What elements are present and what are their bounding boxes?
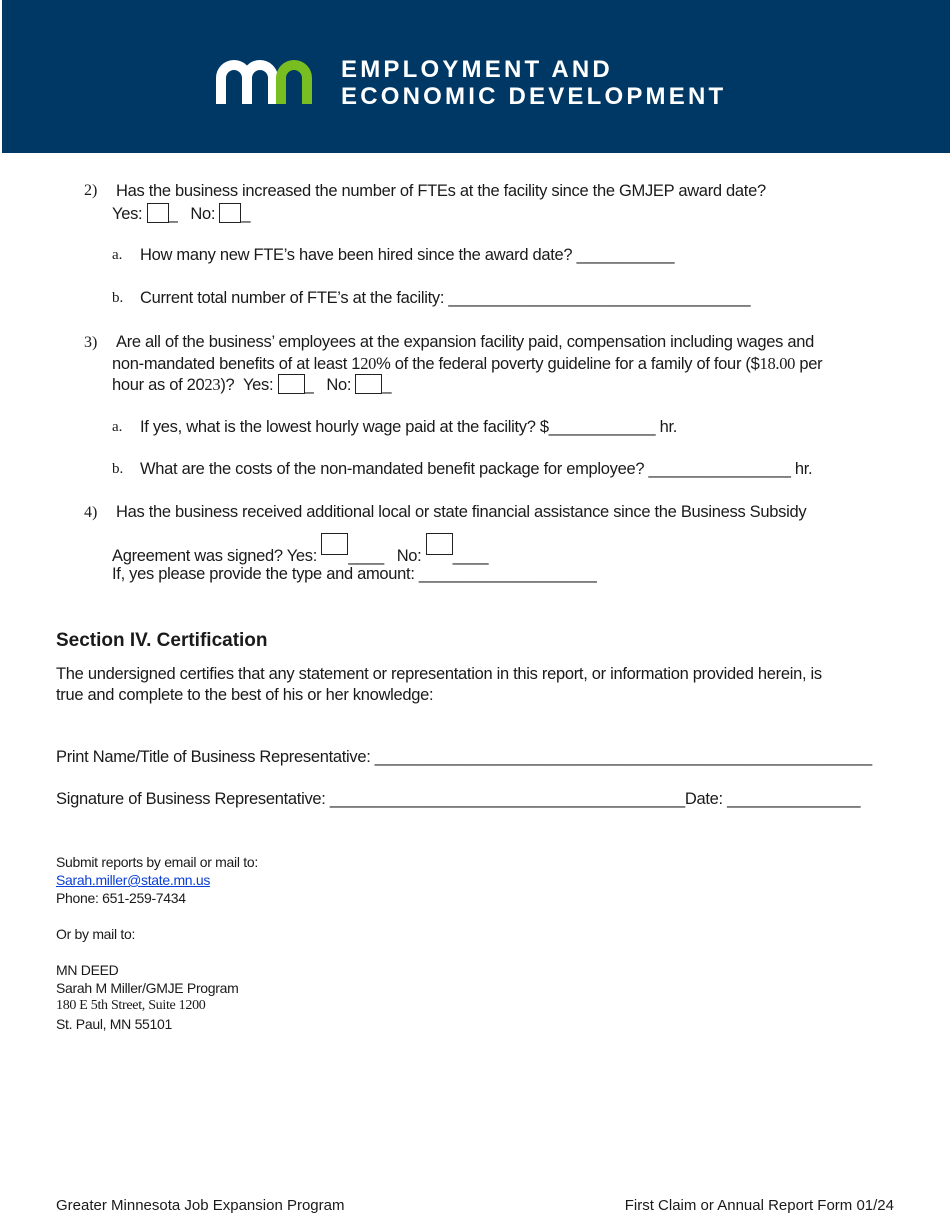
q4-line2 (112, 533, 488, 567)
q2-number: 2) (84, 182, 98, 199)
q2-no-checkbox[interactable] (219, 203, 241, 223)
q3-yes-label: Yes: (242, 376, 274, 394)
q3-line2-mid: % of the federal poverty guideline for a family of four ($ (376, 355, 760, 373)
q2a-marker: a. (112, 247, 123, 263)
q3-yes-checkbox[interactable] (278, 374, 305, 394)
address-line2: Sarah M Miller/GMJE Program (56, 980, 239, 996)
signature-field[interactable]: Signature of Business Representative: ________________________________________Date: _______________ (56, 790, 861, 808)
q3a-marker: a. (112, 419, 123, 435)
q2-text: Has the business increased the number of FTEs at the facility since the GMJEP award date? (116, 182, 766, 200)
q4-no-blank: ____ (452, 547, 489, 565)
q3-line1: Are all of the business’ employees at the expansion facility paid, compensation including wages and (116, 333, 814, 351)
q3-percent-value: 20 (360, 354, 377, 373)
submit-intro: Submit reports by email or mail to: (56, 854, 258, 870)
q2-yes-no-row: Yes: _ No: _ (112, 205, 251, 223)
q3-line3-post: )? (220, 376, 235, 394)
q4-no-checkbox[interactable] (426, 533, 453, 555)
q3-no-checkbox[interactable] (355, 374, 382, 394)
q3-wage-amount: 18.00 (759, 354, 796, 373)
q3a-text: If yes, what is the lowest hourly wage paid at the facility? $____________ hr. (140, 418, 678, 436)
q2-yes-checkbox[interactable] (147, 203, 169, 223)
q3-year-value: 23 (204, 375, 221, 394)
address-line3: 180 E 5th Street, Suite 1200 (56, 998, 206, 1013)
q2b-text: Current total number of FTE’s at the facility: __________________________________ (140, 289, 751, 307)
address-line1: MN DEED (56, 962, 119, 978)
address-line4: St. Paul, MN 55101 (56, 1016, 172, 1032)
footer-program: Greater Minnesota Job Expansion Program (56, 1197, 345, 1214)
q4-yes-blank: ____ (348, 547, 384, 565)
q2b-marker: b. (112, 290, 124, 306)
q4-yes-checkbox[interactable] (321, 533, 348, 555)
q2-no-label: No: (190, 205, 216, 223)
header-banner (2, 0, 950, 153)
q3-line2-pre: non-mandated benefits of at least 1 (112, 355, 361, 373)
q3b-marker: b. (112, 461, 124, 477)
phone-number: Phone: 651-259-7434 (56, 890, 186, 906)
certification-line2: true and complete to the best of his or her knowledge: (56, 686, 434, 704)
footer-form-id: First Claim or Annual Report Form 01/24 (624, 1197, 894, 1214)
email-link[interactable]: Sarah.miller@state.mn.us (56, 872, 211, 888)
q4-yes-label: Agreement was signed? Yes: (112, 547, 318, 565)
agency-name-line1: EMPLOYMENT AND (341, 56, 613, 83)
q3-no-label: No: (326, 376, 352, 394)
or-mail: Or by mail to: (56, 926, 136, 942)
q3b-text: What are the costs of the non-mandated benefit package for employee? ________________ hr. (140, 460, 813, 478)
q3-line3-pre: hour as of 20 (112, 376, 205, 394)
q4-no-label: No: (396, 547, 422, 565)
mn-logo (216, 58, 328, 106)
print-name-field[interactable]: Print Name/Title of Business Representative: ________________________________________________________ (56, 748, 872, 766)
q4-line1: Has the business received additional local or state financial assistance since the Business Subsidy (116, 503, 807, 521)
q3-line3: hour as of 2023)? Yes: _ No: _ (112, 375, 392, 394)
q4-line3: If, yes please provide the type and amount: ____________________ (112, 565, 597, 583)
q3-line2 (112, 353, 822, 375)
q2-yes-label: Yes: (112, 205, 143, 223)
q4-number: 4) (84, 504, 98, 521)
agency-name (341, 56, 726, 110)
q2a-text: How many new FTE’s have been hired since the award date? ___________ (140, 246, 675, 264)
agency-name-line2: ECONOMIC DEVELOPMENT (341, 83, 727, 110)
q3-number: 3) (84, 334, 98, 351)
q3-line2-post: per (795, 355, 823, 373)
section-title: Section IV. Certification (56, 630, 268, 651)
certification-line1: The undersigned certifies that any statement or representation in this report, or information provided herein, is (56, 665, 822, 683)
